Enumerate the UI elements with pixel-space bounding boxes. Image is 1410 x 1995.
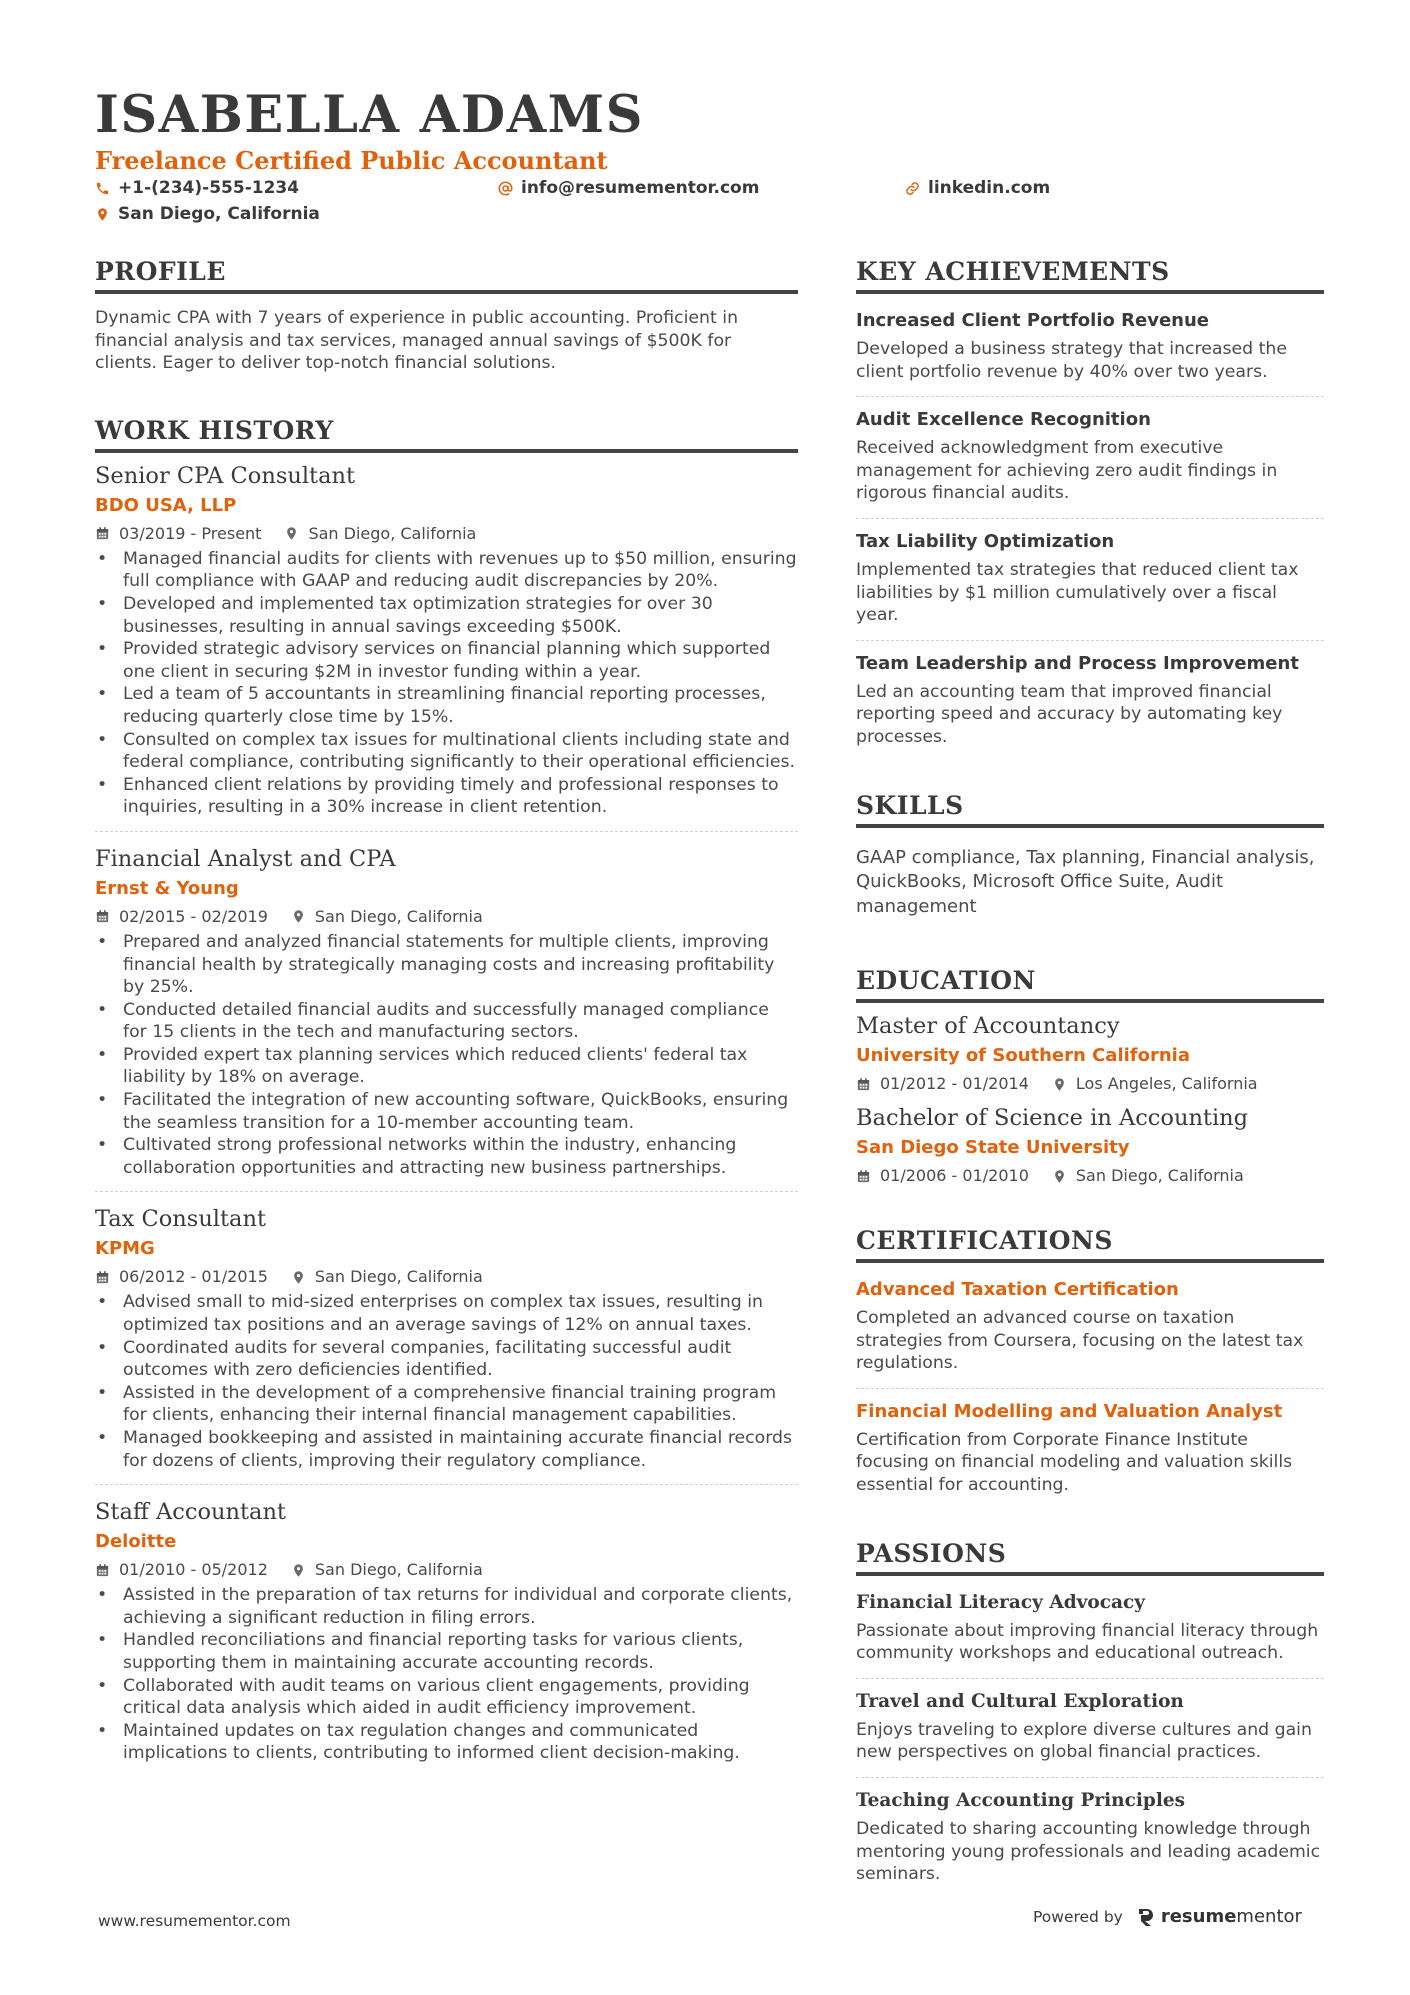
- date-range: [95, 1266, 268, 1288]
- footer-powered: [1033, 1906, 1302, 1927]
- bullet-item: • Assisted in the development of a comprehensive financial training program for clients, enhancing their internal financial management capabilities.: [95, 1382, 798, 1427]
- calendar-icon: [856, 1169, 871, 1184]
- section-title-achievements: KEY ACHIEVEMENTS: [856, 256, 1324, 294]
- passion-title: Financial Literacy Advocacy: [856, 1591, 1145, 1613]
- location-text: San Diego, California: [1075, 1166, 1244, 1186]
- powered-by-text: Powered by: [1033, 1907, 1123, 1926]
- achievement-item: [856, 641, 1324, 762]
- achievement-text: Implemented tax strategies that reduced client tax liabilities by $1 million cumulatively over a fiscal year.: [856, 559, 1299, 626]
- company-name: Deloitte: [95, 1531, 177, 1553]
- job-title: Financial Analyst and CPA: [95, 845, 396, 872]
- school-name: University of Southern California: [856, 1045, 1191, 1067]
- resumementor-logo-icon: [1137, 1907, 1155, 1927]
- location-text: San Diego, California: [118, 204, 320, 224]
- passion-title: Travel and Cultural Exploration: [856, 1690, 1184, 1712]
- certification-title: Advanced Taxation Certification: [856, 1279, 1179, 1301]
- certification-item: [856, 1267, 1324, 1389]
- education-list: [856, 1003, 1324, 1187]
- passion-title: Teaching Accounting Principles: [856, 1789, 1186, 1811]
- date-location: [95, 1266, 798, 1288]
- map-pin-icon: [291, 909, 306, 924]
- bullet-item: • Advised small to mid-sized enterprises on complex tax issues, resulting in optimized tax positions and an average savings of 12% on annual taxes.: [95, 1291, 798, 1336]
- bullet-item: • Consulted on complex tax issues for multinational clients including state and federal compliance, contributing significantly to their operational efficiencies.: [95, 729, 798, 774]
- section-title-certifications: CERTIFICATIONS: [856, 1225, 1324, 1263]
- bullet-item: • Led a team of 5 accountants in streamlining financial reporting processes, reducing quarterly close time by 15%.: [95, 683, 798, 728]
- date-location: [856, 1165, 1324, 1187]
- location-text: San Diego, California: [314, 1267, 483, 1287]
- passion-item: [856, 1580, 1324, 1679]
- passion-text: Dedicated to sharing accounting knowledge through mentoring young professionals and leading academic seminars.: [856, 1818, 1321, 1885]
- brand-logo[interactable]: [1137, 1906, 1302, 1927]
- at-icon: [498, 181, 513, 196]
- section-title-work-history: WORK HISTORY: [95, 415, 798, 453]
- section-title-education: EDUCATION: [856, 965, 1324, 1003]
- certification-item: [856, 1389, 1324, 1510]
- location-text: San Diego, California: [314, 906, 483, 926]
- contact-info: [95, 178, 1325, 232]
- bullet-item: • Managed bookkeeping and assisted in maintaining accurate financial records for dozens of clients, improving their regulatory compliance.: [95, 1427, 798, 1472]
- bullet-item: • Provided strategic advisory services on financial planning which supported one client in securing $2M in investor funding within a year.: [95, 638, 798, 683]
- calendar-icon: [95, 1563, 110, 1578]
- passion-item: [856, 1679, 1324, 1778]
- education-item: [856, 1095, 1324, 1187]
- bullet-item: • Cultivated strong professional networks within the industry, enhancing collaboration opportunities and attracting new business partnerships.: [95, 1134, 798, 1179]
- profile-text: Dynamic CPA with 7 years of experience in public accounting. Proficient in financial analysis and tax services, managed annual savings of $500K for clients. Eager to deliver top-notch financial solutions.: [95, 308, 739, 374]
- location: [1052, 1073, 1258, 1095]
- date-text: 01/2012 - 01/2014: [880, 1074, 1029, 1094]
- link-icon: [905, 181, 920, 196]
- degree-title: Bachelor of Science in Accounting: [856, 1105, 1249, 1132]
- job-entry: [95, 1497, 798, 1777]
- achievement-title: Tax Liability Optimization: [856, 530, 1115, 552]
- achievement-text: Received acknowledgment from executive management for achieving zero audit findings in rigorous financial audits.: [856, 438, 1278, 504]
- job-entry: [95, 461, 798, 832]
- contact-location: [95, 204, 320, 224]
- company-name: BDO USA, LLP: [95, 494, 237, 516]
- date-range: [95, 523, 261, 545]
- calendar-icon: [95, 526, 110, 541]
- candidate-title: Freelance Certified Public Accountant: [95, 146, 608, 175]
- location-text: San Diego, California: [308, 523, 477, 543]
- certifications-list: [856, 1267, 1324, 1510]
- bullet-item: • Facilitated the integration of new accounting software, QuickBooks, ensuring the seamless transition for a 10-member accounting team.: [95, 1089, 798, 1134]
- degree-title: Master of Accountancy: [856, 1013, 1120, 1040]
- email-text: info@resumementor.com: [521, 178, 760, 198]
- date-text: 03/2019 - Present: [119, 523, 262, 543]
- map-pin-icon: [284, 526, 299, 541]
- location-text: Los Angeles, California: [1075, 1074, 1258, 1094]
- bullet-item: • Provided expert tax planning services which reduced clients' federal tax liability by 18% on average.: [95, 1044, 798, 1089]
- calendar-icon: [95, 909, 110, 924]
- section-title-passions: PASSIONS: [856, 1538, 1324, 1576]
- achievement-item: [856, 298, 1324, 397]
- brand-part1: resume: [1160, 1906, 1237, 1927]
- passion-text: Enjoys traveling to explore diverse cultures and gain new perspectives on global financial practices.: [856, 1719, 1312, 1763]
- achievement-item: [856, 397, 1324, 519]
- date-text: 01/2010 - 05/2012: [119, 1560, 268, 1580]
- location: [291, 906, 483, 928]
- map-pin-icon: [291, 1563, 306, 1578]
- achievement-title: Increased Client Portfolio Revenue: [856, 310, 1209, 331]
- bullet-item: • Managed financial audits for clients with revenues up to $50 million, ensuring full compliance with GAAP and reducing audit discrepancies by 20%.: [95, 548, 798, 593]
- company-name: KPMG: [95, 1238, 155, 1260]
- candidate-name: ISABELLA ADAMS: [95, 85, 644, 145]
- brand-part2: mentor: [1236, 1906, 1302, 1927]
- job-title: Tax Consultant: [95, 1206, 266, 1233]
- date-location: [856, 1073, 1324, 1095]
- date-range: [856, 1165, 1029, 1187]
- skills-text: GAAP compliance, Tax planning, Financial analysis, QuickBooks, Microsoft Office Suite, Audit management: [856, 846, 1315, 917]
- location: [1052, 1165, 1244, 1187]
- right-column: [856, 256, 1324, 1899]
- achievements-list: [856, 298, 1324, 762]
- bullet-item: • Handled reconciliations and financial reporting tasks for various clients, supporting them in maintaining accurate accounting records.: [95, 1629, 798, 1674]
- job-bullets: [95, 1584, 798, 1765]
- left-column: [95, 256, 798, 1789]
- location: [284, 523, 476, 545]
- achievement-text: Developed a business strategy that increased the client portfolio revenue by 40% over two years.: [856, 339, 1287, 382]
- calendar-icon: [856, 1077, 871, 1092]
- jobs-list: [95, 461, 798, 1777]
- job-bullets: [95, 1291, 798, 1472]
- map-pin-icon: [1052, 1169, 1067, 1184]
- bullet-item: • Collaborated with audit teams on various client engagements, providing critical data analysis which aided in audit efficiency improvement.: [95, 1675, 798, 1720]
- education-item: [856, 1003, 1324, 1095]
- company-name: Ernst & Young: [95, 877, 239, 899]
- date-location: [95, 1559, 798, 1581]
- job-entry: [95, 1204, 798, 1485]
- linkedin-text: linkedin.com: [928, 178, 1051, 198]
- bullet-item: • Enhanced client relations by providing timely and professional responses to inquiries, resulting in a 30% increase in client retention.: [95, 774, 798, 819]
- bullet-item: • Maintained updates on tax regulation changes and communicated implications to clients, contributing to informed client decision-making.: [95, 1720, 798, 1765]
- passion-item: [856, 1778, 1324, 1899]
- achievement-item: [856, 519, 1324, 641]
- map-pin-icon: [95, 207, 110, 222]
- contact-email[interactable]: [498, 178, 759, 198]
- location-text: San Diego, California: [314, 1560, 483, 1580]
- phone-icon: [95, 181, 110, 196]
- job-entry: [95, 844, 798, 1193]
- bullet-item: • Prepared and analyzed financial statements for multiple clients, improving financial health by strategically managing costs and increasing profitability by 25%.: [95, 931, 798, 999]
- date-range: [856, 1073, 1029, 1095]
- date-text: 02/2015 - 02/2019: [119, 906, 268, 926]
- date-location: [95, 906, 798, 928]
- section-title-skills: SKILLS: [856, 790, 1324, 828]
- calendar-icon: [95, 1270, 110, 1285]
- phone-text: +1-(234)-555-1234: [118, 178, 300, 198]
- map-pin-icon: [291, 1270, 306, 1285]
- bullet-item: • Coordinated audits for several companies, facilitating successful audit outcomes with zero deficiencies identified.: [95, 1337, 798, 1382]
- location: [291, 1559, 483, 1581]
- bullet-item: • Developed and implemented tax optimization strategies for over 30 businesses, resulting in annual savings exceeding $500K.: [95, 593, 798, 638]
- passion-text: Passionate about improving financial literacy through community workshops and educational outreach.: [856, 1620, 1319, 1664]
- date-range: [95, 1559, 268, 1581]
- certification-text: Completed an advanced course on taxation strategies from Coursera, focusing on the latest tax regulations.: [856, 1308, 1304, 1374]
- section-title-profile: PROFILE: [95, 256, 798, 294]
- school-name: San Diego State University: [856, 1137, 1130, 1159]
- contact-linkedin[interactable]: [905, 178, 1050, 198]
- achievement-title: Audit Excellence Recognition: [856, 409, 1151, 431]
- contact-phone[interactable]: [95, 178, 299, 198]
- date-text: 01/2006 - 01/2010: [880, 1166, 1029, 1186]
- map-pin-icon: [1052, 1077, 1067, 1092]
- footer-website[interactable]: www.resumementor.com: [98, 1912, 291, 1930]
- certification-title: Financial Modelling and Valuation Analyst: [856, 1400, 1283, 1422]
- location: [291, 1266, 483, 1288]
- resume-header: [95, 84, 1325, 232]
- certification-text: Certification from Corporate Finance Institute focusing on financial modeling and valuation skills essential for accounting.: [856, 1429, 1293, 1495]
- achievement-text: Led an accounting team that improved financial reporting speed and accuracy by automating key processes.: [856, 681, 1283, 747]
- date-text: 06/2012 - 01/2015: [119, 1267, 268, 1287]
- date-range: [95, 906, 268, 928]
- job-bullets: [95, 931, 798, 1180]
- date-location: [95, 523, 798, 545]
- bullet-item: • Assisted in the preparation of tax returns for individual and corporate clients, achieving a significant reduction in filing errors.: [95, 1584, 798, 1629]
- job-title: Senior CPA Consultant: [95, 462, 356, 489]
- bullet-item: • Conducted detailed financial audits and successfully managed compliance for 15 clients in the tech and manufacturing sectors.: [95, 999, 798, 1044]
- job-bullets: [95, 548, 798, 819]
- passions-list: [856, 1580, 1324, 1899]
- achievement-title: Team Leadership and Process Improvement: [856, 652, 1299, 674]
- job-title: Staff Accountant: [95, 1499, 286, 1526]
